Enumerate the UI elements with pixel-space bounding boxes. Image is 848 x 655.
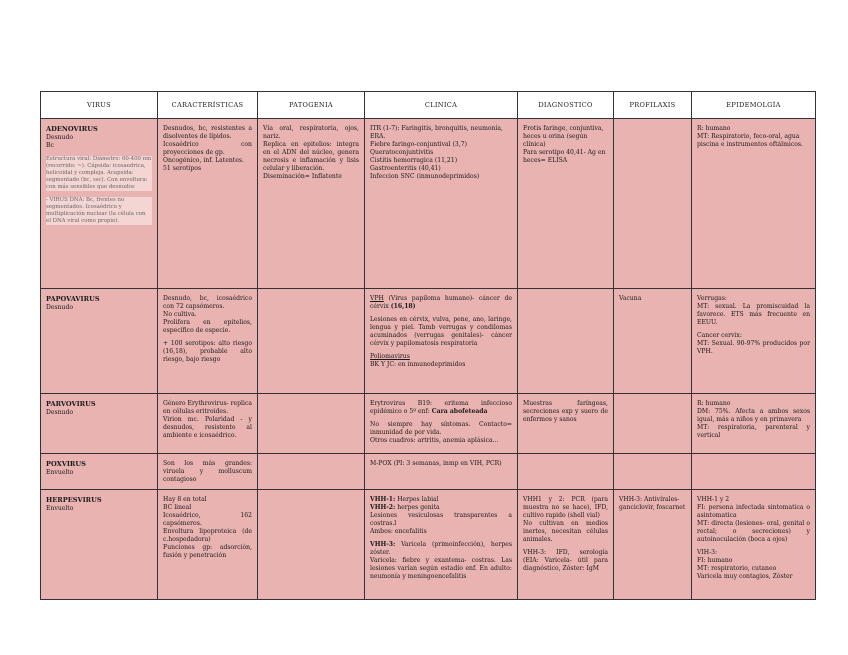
- text-line: No siempre hay síntomas. Contacto= inmunidad de por vida.: [370, 421, 512, 437]
- col-header-epidemiologia: EPIDEMOLGÍA: [692, 92, 816, 119]
- col-header-caracteristicas: CARACTERÍSTICAS: [158, 92, 258, 119]
- text-line: Desnudo, bc, icosaédrico con 72 capsómeros.: [163, 295, 252, 311]
- lesions-text: Lesiones en cérvix, vulva, pene, ano, laringe, lengua y piel. Tamb verrugas y condilomas acuminados (verrugas genitales)- cáncer cérvix y papilomatosis respiratoria: [370, 316, 512, 348]
- profilaxis-cell: [614, 289, 692, 394]
- clinica-cell: [365, 394, 518, 454]
- table-row: [41, 289, 816, 394]
- caracteristicas-cell: [158, 394, 258, 454]
- diagnostico-cell: [518, 119, 614, 289]
- text-line: FI: humano: [697, 557, 733, 565]
- text-line: Varicela: fiebre y exantema- costras. Las lesiones varían según estadío enf. En adulto: neumonía y meningoencefalitis: [370, 557, 512, 581]
- virus-cell: [41, 289, 158, 394]
- text-line: MT: respiratoria, parenteral y vertical: [697, 424, 810, 440]
- virus-genome: Bc: [46, 141, 54, 149]
- epidemiologia-cell: [692, 119, 816, 289]
- table-row: [41, 454, 816, 490]
- text-line: BC lineal: [163, 504, 192, 512]
- table-row: [41, 394, 816, 454]
- virus-cell: [41, 394, 158, 454]
- structure-note: Estructura viral: Diámetro: 60-400 nm (recorrido: ~). Cápsida: icosaedrica, helicoidal y compleja. Acapsida: segmentado (bc, ssc). Con envoltura: con más sensibles que desnudos: [46, 155, 152, 190]
- clinica-cell: [365, 490, 518, 600]
- caracteristicas-cell: [158, 490, 258, 600]
- virus-name: POXVIRUS: [46, 460, 86, 468]
- text-line: Queratoconjuntivitis: [370, 149, 434, 157]
- patogenia-cell: [258, 454, 365, 490]
- caracteristicas-cell: [158, 289, 258, 394]
- virus-table: [40, 91, 816, 600]
- text-line: Vacuna: [619, 295, 642, 302]
- text-line: Cistitis hemorragica (11,21): [370, 157, 458, 165]
- vhh2-label: VHH-2:: [370, 504, 396, 512]
- text-line: Diseminación= Inflatente: [263, 173, 342, 181]
- text-line: R: humano: [697, 125, 731, 132]
- text-line: Oncogénico, inf. Latentes.: [163, 157, 244, 165]
- diagnostico-cell: [518, 394, 614, 454]
- text-line: FI: persona infectada sintomatica o asintomatica: [697, 504, 810, 520]
- vph-text: (Virus papiloma humano)- cáncer de cérvix: [370, 295, 512, 311]
- diagnostico-cell: [518, 289, 614, 394]
- patogenia-cell: [258, 394, 365, 454]
- col-header-clinica: CLINICA: [365, 92, 518, 119]
- virus-name: PAPOVAVIRUS: [46, 295, 100, 303]
- text-line: Infeccion SNC (inmunodeprimidos): [370, 173, 480, 181]
- vph-title: VPH: [370, 295, 384, 302]
- text-line: Género Erythrovirus- replica en células eritroides.: [163, 400, 252, 416]
- text-line: Virion mc. Polaridad - y desnudos, resistente al ambiente e icosaédrico.: [163, 416, 252, 440]
- text-line: Prolifera en epitelios, específico de especie.: [163, 319, 252, 335]
- text-line: VIH-3:: [697, 549, 718, 557]
- text-line: Hay 8 en total: [163, 496, 207, 503]
- text-line: Desnudos, bc, resistentes a disolventes de lípidos.: [163, 125, 252, 141]
- patogenia-cell: [258, 289, 365, 394]
- patogenia-cell: [258, 490, 365, 600]
- text-line: Fiebre faringo-conjuntival (3,7): [370, 141, 467, 149]
- text-line: 51 serotipos: [163, 165, 202, 173]
- profilaxis-cell: [614, 454, 692, 490]
- text-line: VHH1 y 2: PCR (para muestra no se hace), IFD, cultivo rapido (shell vial): [523, 496, 608, 520]
- text-line: MT: Respiratorio, feco-oral, agua piscina e instrumentos oftálmicos.: [697, 133, 803, 149]
- text-line: ITR (1-7): Faringitis, bronquitis, neumonía, ERA.: [370, 125, 503, 141]
- virus-name: HERPESVIRUS: [46, 496, 102, 504]
- virus-name: PARVOVIRUS: [46, 400, 96, 408]
- poliomavirus-text: BK Y JC: en inmunodeprimidos: [370, 361, 466, 369]
- col-header-profilaxis: PROFILAXIS: [614, 92, 692, 119]
- virus-envelope: Envuelto: [46, 504, 74, 512]
- text-line: R: humano: [697, 400, 731, 407]
- epidemiologia-cell: [692, 490, 816, 600]
- clinica-cell: [365, 454, 518, 490]
- text-line: Verrugas:: [697, 295, 727, 302]
- diagnostico-cell: [518, 454, 614, 490]
- caracteristicas-cell: [158, 454, 258, 490]
- text-line: Lesiones vesiculosas transparentes a costras.l: [370, 512, 512, 528]
- text-line: Otros cuadros: artritis, anemia aplásica...: [370, 437, 499, 445]
- table-row: [41, 119, 816, 289]
- epidemiologia-cell: [692, 394, 816, 454]
- profilaxis-cell: [614, 394, 692, 454]
- clinica-cell: [365, 289, 518, 394]
- diagnostico-cell: [518, 490, 614, 600]
- text-line: Ambos: encefalitis: [370, 528, 427, 536]
- text-line: No cultivan en medios inertes, necesitan células animales.: [523, 520, 608, 544]
- text-line: Icosaédrico, 162 capsómeros.: [163, 512, 252, 528]
- text-line: M-POX (PI: 3 semanas, inmp en VIH, PCR): [370, 460, 502, 467]
- vhh1-label: VHH-1:: [370, 496, 396, 503]
- text-line: Para serotipo 40,41- Ag en heces= ELISA: [523, 149, 606, 165]
- poly-title-text: Poliomavirus: [370, 353, 410, 361]
- header-row: [41, 92, 816, 119]
- vhh3-text: Varicela (primoinfección), herpes zóster.: [370, 541, 512, 557]
- profilaxis-cell: [614, 119, 692, 289]
- vph-line: [370, 295, 512, 311]
- text-line: Cancer cervix:: [697, 332, 742, 340]
- text-line: + 100 serotipos: alto riesgo (16,18), probable alto riesgo, bajo riesgo: [163, 340, 252, 364]
- text-line: Varicela muy contagios, Zóster: [697, 573, 793, 581]
- text-line: Icosaédrico con proyecciones de gp.: [163, 141, 252, 157]
- vhh2-text: herpes genita: [395, 504, 440, 512]
- virus-envelope: Desnudo: [46, 133, 74, 141]
- clinica-cell: [365, 119, 518, 289]
- text-line: MT: Sexual. 90-97% producidos por VPH.: [697, 340, 810, 356]
- virus-envelope: Desnudo: [46, 303, 74, 311]
- cara-abofeteada: Cara abofeteada: [431, 408, 488, 416]
- text-line: VHH-3: Antivírales- ganciclovir, foscarnet: [619, 496, 686, 512]
- erythrovirus-line: [370, 400, 512, 416]
- vhh3-label: VHH-3:: [370, 541, 396, 549]
- text-line: Son los más grandes: viruela y molluscum contagioso: [163, 460, 252, 484]
- poliomavirus-title: [370, 353, 512, 361]
- text-line: MT: respiratorio, cutaneo: [697, 565, 777, 573]
- dna-note: - VIRUS DNA: Bc, frentes no segmentados. Icosaédrico y multiplicación nuclear (la célula con el DNA viral como propio).: [46, 197, 152, 225]
- erythrovirus-text: Erytrovirus B19: eritema infeccioso epidémico o 5º enf:: [370, 400, 512, 416]
- table-row: [41, 490, 816, 600]
- text-line: Replica en epitelios: integra en el ADN del núcleo, genera necrosis e inflamación y lisis celular y liberación.: [263, 141, 359, 173]
- virus-cell: [41, 119, 158, 289]
- col-header-virus: VIRUS: [41, 92, 158, 119]
- text-line: Envoltura lipoproteica (de c.hospedadora): [163, 528, 252, 544]
- epidemiologia-cell: [692, 454, 816, 490]
- virus-cell: [41, 490, 158, 600]
- text-line: Vía oral, respiratoria, ojos, nariz.: [263, 125, 359, 141]
- text-line: Frotis faringe, conjuntiva, heces u orina (según clínica): [523, 125, 604, 149]
- virus-name: ADENOVIRUS: [46, 125, 98, 133]
- col-header-diagnostico: DIAGNOSTICO: [518, 92, 614, 119]
- vhh1-line: [370, 496, 512, 504]
- text-line: VHH-3: IFD, serología (EIA: Varicela- útil para diagnóstico, Zóster: IgM: [523, 549, 608, 573]
- col-header-patogenia: PATOGENIA: [258, 92, 365, 119]
- text-line: VHH-1 y 2: [697, 496, 730, 503]
- virus-cell: [41, 454, 158, 490]
- text-line: DM: 75%. Afecta a ambos sexos igual, más a niños y en primavera: [697, 408, 810, 424]
- patogenia-cell: [258, 119, 365, 289]
- vhh3-line: [370, 541, 512, 557]
- virus-envelope: Desnudo: [46, 408, 74, 416]
- text-line: Funciones gp: adsorción, fusión y penetración: [163, 544, 252, 560]
- text-line: Gastroenteritis (40,41): [370, 165, 441, 173]
- text-line: No cultiva.: [163, 311, 197, 319]
- vhh1-text: Herpes labial: [395, 496, 439, 503]
- vhh2-line: [370, 504, 512, 512]
- virus-envelope: Envuelto: [46, 468, 74, 476]
- vph-serotypes: (16,18): [390, 303, 416, 311]
- epidemiologia-cell: [692, 289, 816, 394]
- caracteristicas-cell: [158, 119, 258, 289]
- text-line: MT: directa (lesiones- oral, genital o rectal; o secreciones) y autoinoculación (boca a ojos): [697, 520, 810, 544]
- text-line: Muestras faríngeas, secreciones exp y suero de enfermos y sanos: [523, 400, 608, 424]
- text-line: MT: sexual. La promiscuidad la favorece. ETS más frecuente en EEUU.: [697, 303, 810, 327]
- profilaxis-cell: [614, 490, 692, 600]
